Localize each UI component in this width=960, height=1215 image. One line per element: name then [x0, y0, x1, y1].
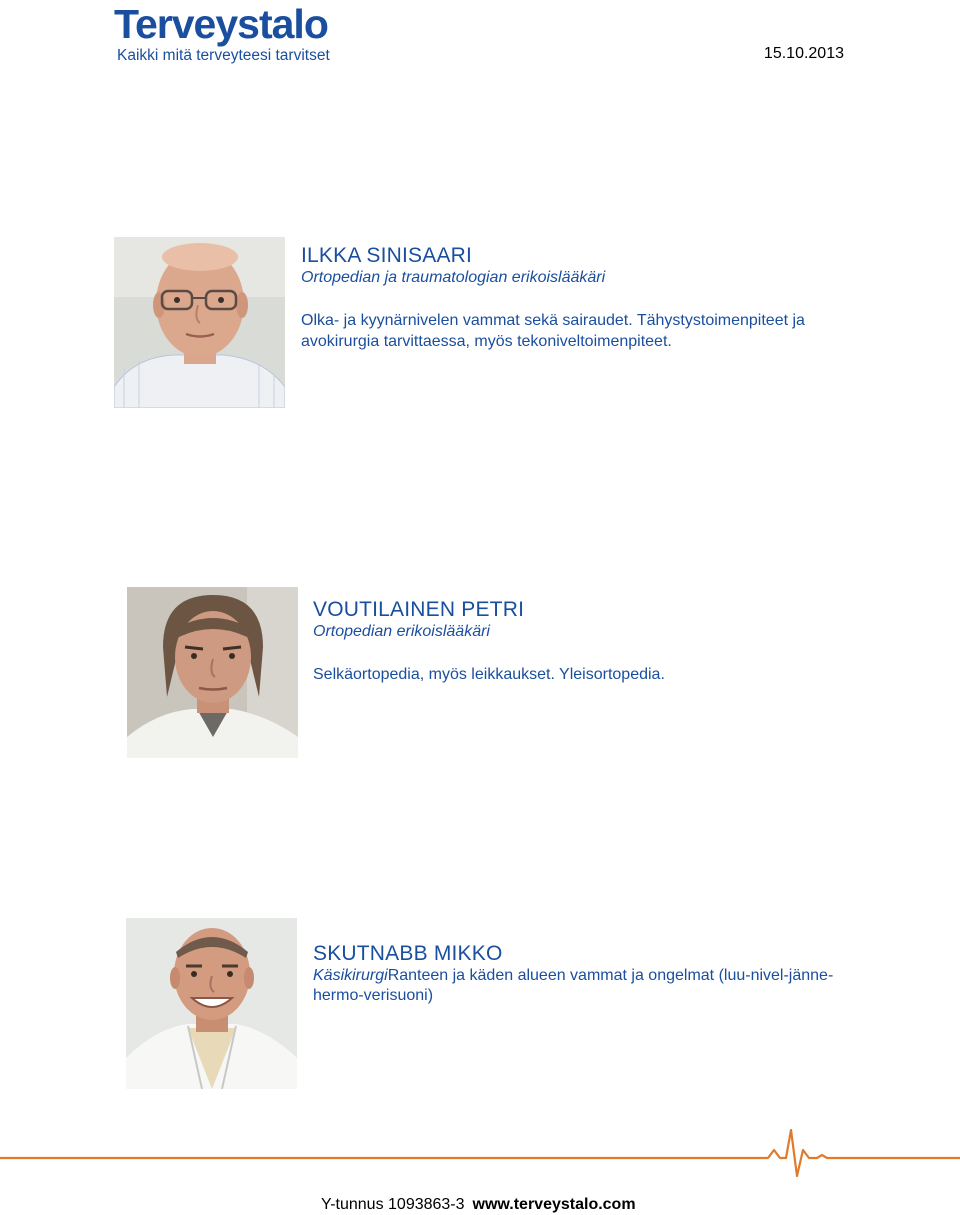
document-date: 15.10.2013	[763, 45, 844, 62]
doctor-photo-sinisaari	[114, 237, 285, 408]
doctor-description: Olka- ja kyynärnivelen vammat sekä sairaudet. Tähystystoimenpiteet ja avokirurgia tarvittaessa, myös tekoniveltoimenpiteet.	[301, 312, 805, 350]
terveystalo-logo	[114, 2, 344, 66]
doctor-title: Käsikirurgi	[313, 967, 388, 984]
footer-info	[321, 1196, 636, 1214]
logo-brand-name: Terveystalo	[114, 1, 328, 47]
doctor-name: ILKKA SINISAARI	[301, 244, 473, 267]
business-id: Y-tunnus 1093863-3	[321, 1196, 465, 1213]
doctor-name: VOUTILAINEN PETRI	[313, 598, 525, 621]
doctor-card-sinisaari	[301, 244, 861, 352]
doctor-title: Ortopedian ja traumatologian erikoislääkäri	[301, 269, 606, 286]
doctor-title: Ortopedian erikoislääkäri	[313, 623, 490, 640]
doctor-photo-skutnabb	[126, 918, 297, 1089]
doctor-description: Ranteen ja käden alueen vammat ja ongelmat (luu-nivel-jänne-hermo-verisuoni)	[313, 967, 834, 1004]
doctor-description: Selkäortopedia, myös leikkaukset. Yleisortopedia.	[313, 666, 665, 683]
doctor-name: SKUTNABB MIKKO	[313, 942, 503, 965]
heartbeat-line	[0, 1128, 960, 1178]
logo-tagline: Kaikki mitä terveyteesi tarvitset	[117, 47, 330, 64]
doctor-photo-voutilainen	[127, 587, 298, 758]
website-link[interactable]: www.terveystalo.com	[472, 1196, 636, 1213]
doctor-card-skutnabb	[313, 942, 873, 1006]
doctor-card-voutilainen	[313, 598, 873, 685]
doctor-title-and-description	[313, 966, 873, 1006]
